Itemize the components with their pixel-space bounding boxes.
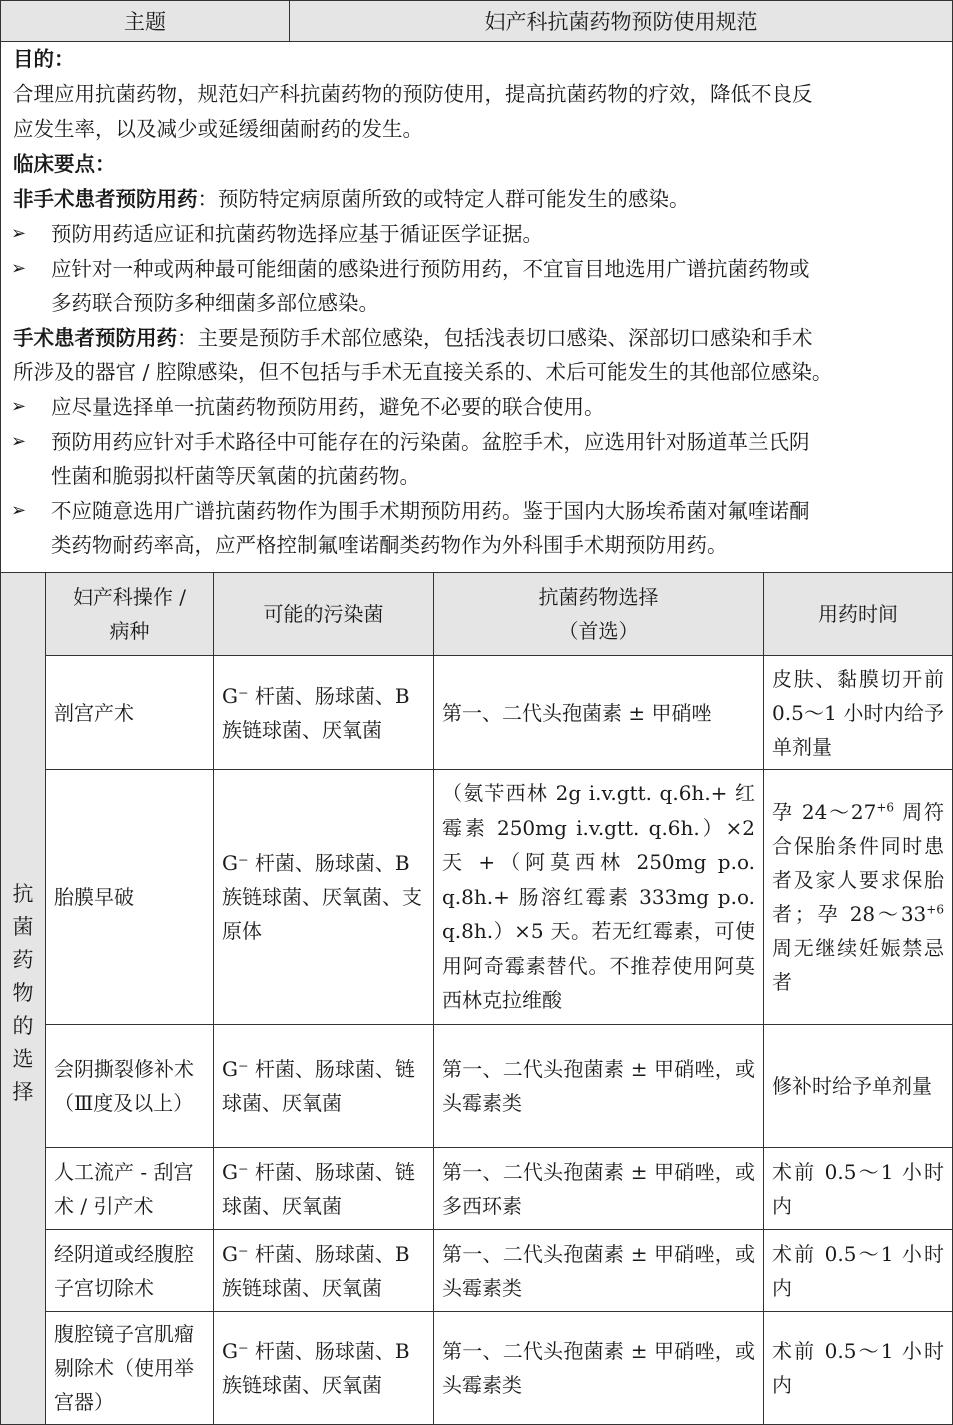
- surg-label: 手术患者预防用药: [13, 326, 177, 350]
- table-row-op: [46, 1148, 214, 1230]
- table-row-bacteria: [214, 770, 434, 1025]
- table-row-bacteria: [214, 1025, 434, 1148]
- table-row-op: [46, 770, 214, 1025]
- table-row-drug: [434, 770, 764, 1025]
- side-label-char: 菌: [12, 915, 34, 939]
- bullet-icon: ➢: [11, 431, 27, 452]
- nonsurg-text: ：预防特定病原菌所致的或特定人群可能发生的感染。: [197, 187, 690, 211]
- cell-text: 第一、二代头孢菌素 ± 甲硝唑: [442, 700, 712, 725]
- table-row-time: [764, 770, 952, 1025]
- nonsurg-line: [13, 184, 690, 214]
- cell-text: 皮肤、黏膜切开前 0.5～1 小时内给予单剂量: [772, 666, 944, 759]
- time-sup-1: +6: [876, 800, 895, 815]
- cell-text: 第一、二代头孢菌素 ± 甲硝唑，或头霉素类: [442, 1057, 755, 1115]
- col-header-drug-l2: （首选）: [558, 619, 639, 643]
- surg-text-1: ：主要是预防手术部位感染，包括浅表切口感染、深部切口感染和手术: [177, 326, 813, 350]
- table-row-time: [764, 1148, 952, 1230]
- cell-text: 经阴道或经腹腔子宫切除术: [54, 1241, 194, 1300]
- side-label-char: 抗: [12, 882, 34, 906]
- cell-text: [772, 795, 944, 999]
- table-row-bacteria: [214, 1148, 434, 1230]
- clinical-title: 临床要点：: [13, 152, 116, 176]
- nonsurg-bullet-2-line-1: 应针对一种或两种最可能细菌的感染进行预防用药，不宜盲目地选用广谱抗菌药物或: [51, 257, 810, 281]
- table-row-time: [764, 1230, 952, 1312]
- cell-text: 第一、二代头孢菌素 ± 甲硝唑，或头霉素类: [442, 1339, 755, 1397]
- time-text-b: 周符合保胎条件同时患者及家人要求保胎者；孕 28～33: [772, 800, 944, 926]
- side-label-char: 药: [12, 948, 34, 972]
- bullet-icon: ➢: [11, 396, 27, 417]
- col-header-operation: [46, 573, 214, 656]
- cell-text: 修补时给予单剂量: [772, 1074, 932, 1098]
- bullet-icon: ➢: [11, 223, 27, 244]
- purpose-line-2: 应发生率，以及减少或延缓细菌耐药的发生。: [13, 117, 423, 141]
- cell-text: （氨苄西林 2g i.v.gtt. q.6h.+ 红霉素 250mg i.v.gtt. q.6h.）×2 天 +（阿莫西林 250mg p.o. q.8h.+ 肠溶红霉素 333mg p.o. q.8h.）×5 天。若无红霉素，可使用阿奇霉素替代。不推荐使用阿莫西林克拉维酸: [442, 781, 755, 1013]
- cell-text: G⁻ 杆菌、肠球菌、B族链球菌、厌氧菌: [222, 683, 410, 742]
- cell-text: 第一、二代头孢菌素 ± 甲硝唑，或头霉素类: [442, 1241, 755, 1300]
- surg-bullet-3-line-2: 类药物耐药率高，应严格控制氟喹诺酮类药物作为外科围手术期预防用药。: [51, 533, 728, 557]
- header-topic-label: 主题: [1, 1, 290, 41]
- surg-bullet-3-line-1: 不应随意选用广谱抗菌药物作为围手术期预防用药。鉴于国内大肠埃希菌对氟喹诺酮: [51, 499, 810, 523]
- side-label-char: 选: [12, 1047, 34, 1071]
- surg-bullet-2-line-2: 性菌和脆弱拟杆菌等厌氧菌的抗菌药物。: [51, 464, 420, 488]
- purpose-title: 目的：: [13, 47, 75, 71]
- col-header-time: 用药时间: [764, 573, 952, 656]
- header-topic-title: 妇产科抗菌药物预防使用规范: [484, 10, 758, 34]
- table-row-bacteria: [214, 1230, 434, 1312]
- col-header-bacteria: 可能的污染菌: [214, 573, 434, 656]
- surg-line-2: 所涉及的器官 / 腔隙感染，但不包括与手术无直接关系的、术后可能发生的其他部位感染。: [13, 360, 833, 384]
- header-row: [1, 1, 952, 42]
- cell-text: G⁻ 杆菌、肠球菌、B族链球菌、厌氧菌: [222, 1241, 410, 1300]
- table-row-drug: [434, 1312, 764, 1424]
- table-side-label-cell: [1, 573, 46, 1424]
- side-label: [1, 878, 45, 1109]
- table-row-time: [764, 1025, 952, 1148]
- table-row-op: [46, 656, 214, 770]
- surg-bullet-2-line-1: 预防用药应针对手术路径中可能存在的污染菌。盆腔手术，应选用针对肠道革兰氏阴: [51, 430, 810, 454]
- text-section: [1, 42, 952, 573]
- cell-text: 第一、二代头孢菌素 ± 甲硝唑，或多西环素: [442, 1159, 755, 1218]
- cell-text: 人工流产 - 刮宫术 / 引产术: [54, 1159, 194, 1218]
- table-row-drug: [434, 1025, 764, 1148]
- cell-text: 术前 0.5～1 小时内: [772, 1159, 944, 1218]
- time-sup-2: +6: [926, 902, 944, 917]
- cell-text: 会阴撕裂修补术（Ⅲ度及以上）: [54, 1057, 194, 1115]
- time-text-c: 周无继续妊娠禁忌者: [772, 936, 944, 994]
- col-header-operation-l1: 妇产科操作 /: [72, 585, 187, 609]
- nonsurg-bullet-2-line-2: 多药联合预防多种细菌多部位感染。: [51, 291, 379, 315]
- table-row-drug: [434, 1148, 764, 1230]
- col-header-drug-l1: 抗菌药物选择: [538, 585, 659, 609]
- side-label-char: 物: [12, 981, 34, 1005]
- table-row-time: [764, 656, 952, 770]
- table-row-op: [46, 1230, 214, 1312]
- table-row-op: [46, 1025, 214, 1148]
- col-header-operation-l2: 病种: [109, 619, 150, 643]
- cell-text: 剖宫产术: [54, 700, 134, 725]
- bullet-icon: ➢: [11, 500, 27, 521]
- col-header-drug: [434, 573, 764, 656]
- nonsurg-label: 非手术患者预防用药: [13, 187, 198, 211]
- cell-text: G⁻ 杆菌、肠球菌、链球菌、厌氧菌: [222, 1057, 415, 1115]
- table-row-time: [764, 1312, 952, 1424]
- cell-text: G⁻ 杆菌、肠球菌、链球菌、厌氧菌: [222, 1159, 415, 1218]
- side-label-char: 择: [12, 1080, 34, 1104]
- purpose-line-1: 合理应用抗菌药物，规范妇产科抗菌药物的预防使用，提高抗菌药物的疗效，降低不良反: [13, 82, 813, 106]
- cell-text: 胎膜早破: [54, 885, 134, 909]
- surg-line-1: [13, 323, 813, 353]
- cell-text: 腹腔镜子宫肌瘤剔除术（使用举宫器）: [54, 1322, 194, 1414]
- table-row-op: [46, 1312, 214, 1424]
- table-row-drug: [434, 1230, 764, 1312]
- nonsurg-bullet-1: 预防用药适应证和抗菌药物选择应基于循证医学证据。: [51, 222, 543, 246]
- antibiotic-table: [1, 573, 952, 1424]
- cell-text: G⁻ 杆菌、肠球菌、B族链球菌、厌氧菌、支原体: [222, 851, 422, 943]
- bullet-icon: ➢: [11, 258, 27, 279]
- side-label-char: 的: [12, 1014, 34, 1038]
- time-text-a: 孕 24～27: [772, 800, 877, 824]
- cell-text: G⁻ 杆菌、肠球菌、B族链球菌、厌氧菌: [222, 1339, 410, 1397]
- table-row-bacteria: [214, 656, 434, 770]
- table-row-drug: [434, 656, 764, 770]
- cell-text: 术前 0.5～1 小时内: [772, 1339, 944, 1397]
- table-row-bacteria: [214, 1312, 434, 1424]
- surg-bullet-1: 应尽量选择单一抗菌药物预防用药，避免不必要的联合使用。: [51, 395, 605, 419]
- cell-text: 术前 0.5～1 小时内: [772, 1241, 944, 1300]
